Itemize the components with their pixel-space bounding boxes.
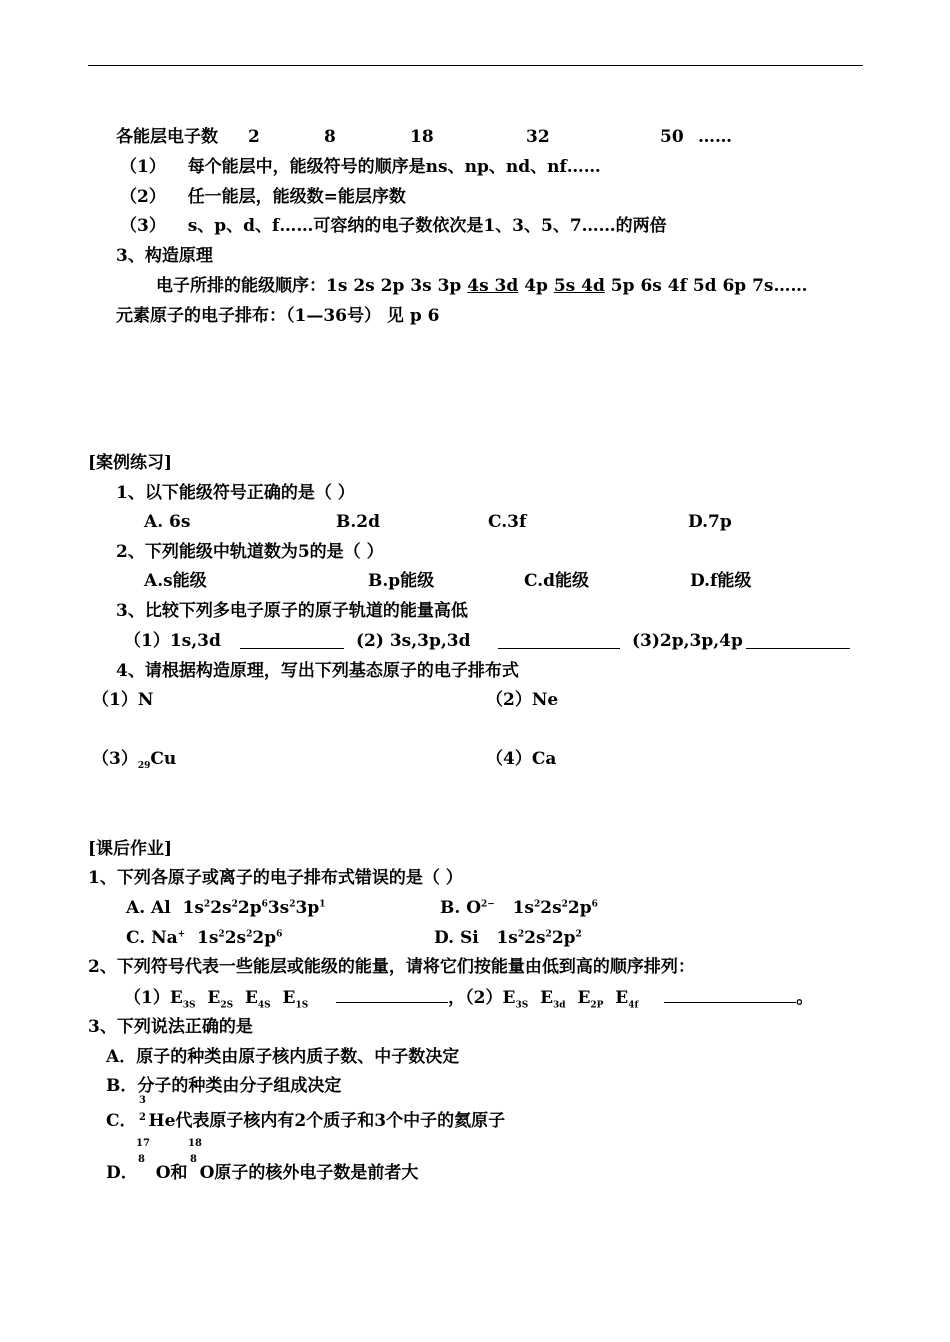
homework-q2-sep: ，（2） [448,988,503,1008]
o18-atomic-number: 8 [190,1154,197,1165]
practice-q4-part1: （1）N [92,690,154,710]
practice-q2-c: C.d能级 [524,571,590,591]
rule-item-3 [120,215,667,237]
homework-q3-d-text1: O和 [155,1163,188,1183]
shell-count-18: 18 [410,127,434,147]
practice-q1-b: B.2d [336,512,381,532]
homework-q3-d-prefix: D． [106,1163,138,1183]
practice-q4-part3-num: （3） [92,749,138,769]
shell-count-32: 32 [526,127,550,147]
practice-q1: 1、以下能级符号正确的是（ ） [116,483,355,503]
homework-q3: 3、下列说法正确的是 [88,1017,253,1037]
homework-q3-d-text2: O原子的核外电子数是前者大 [199,1163,419,1183]
shell-count-8: 8 [324,127,336,147]
rule-item-2-text: 任一能层，能级数=能层序数 [187,187,406,207]
practice-q4-part4: （4）Ca [486,749,557,769]
rule-item-2-num: （2） [120,187,166,207]
rule-item-1-num: （1） [120,157,166,177]
order-underlined-2: 5s 4d [553,276,605,296]
practice-q4: 4、请根据构造原理，写出下列基态原子的电子排布式 [116,661,519,681]
homework-q2: 2、下列符号代表一些能层或能级的能量，请将它们按能量由低到高的顺序排列： [88,957,695,977]
homework-q3-c-prefix: C． [106,1111,137,1131]
shell-count-50: 50 [660,127,684,147]
energy-term: 3S [182,1000,196,1011]
homework-q1-a: A. Al $1s^22s^22p^63s^23p^1$ [126,898,326,918]
order-end: 5p 6s 4f 5d 6p 7s…… [604,276,808,296]
shell-count-label: 各能层电子数 [116,127,218,147]
header-rule [88,65,863,66]
he-atomic-number: 2 [139,1112,146,1123]
homework-q3-d [106,1162,418,1184]
order-underlined-1: 4s 3d [467,276,519,296]
answer-blank-q3-1[interactable] [240,632,344,649]
rule-item-3-num: （3） [120,216,166,236]
homework-q3-a: A．原子的种类由原子核内质子数、中子数决定 [106,1047,460,1067]
case-practice-heading: [案例练习] [88,453,173,473]
answer-blank-q2-2[interactable] [664,986,796,1003]
o18-mass-number: 18 [188,1138,202,1149]
practice-q4-part2: （2）Ne [486,690,559,710]
homework-heading: [课后作业] [88,839,173,859]
practice-q1-d: D.7p [688,512,732,532]
homework-q1: 1、下列各原子或离子的电子排布式错误的是（ ） [88,868,463,888]
aufbau-title: 3、构造原理 [116,246,213,266]
homework-q1-d: D. Si $1s^22s^22p^2$ [434,928,582,948]
practice-q1-c: C.3f [488,512,527,532]
energy-term: 3d [553,1000,566,1011]
practice-q2: 2、下列能级中轨道数为5的是（ ） [116,542,384,562]
answer-blank-q3-2[interactable] [498,632,620,649]
practice-q2-d: D.f能级 [690,571,752,591]
answer-blank-q2-1[interactable] [336,986,448,1003]
practice-q1-a: A. 6s [144,512,191,532]
aufbau-order [156,275,808,297]
shell-count-2: 2 [248,127,260,147]
rule-item-1 [120,156,601,178]
rule-item-3-text: s、p、d、f……可容纳的电子数依次是1、3、5、7……的两倍 [187,216,667,236]
shell-count-line [116,126,218,148]
homework-q2-end: 。 [796,988,814,1008]
order-mid: 4p [518,276,554,296]
homework-q3-b: B．分子的种类由分子组成决定 [106,1076,342,1096]
practice-q4-part3 [92,748,176,777]
homework-q3-c-text: He代表原子核内有2个质子和3个中子的氦原子 [148,1111,506,1131]
homework-q1-b: B. $O^{2-}$ $1s^22s^22p^6$ [440,898,598,918]
practice-q3: 3、比较下列多电子原子的原子轨道的能量高低 [116,601,468,621]
energy-term: 4S [257,1000,271,1011]
energy-term: 1S [295,1000,309,1011]
homework-q2-answer-line: $(1)E_{3S}$ $E_{2S}$ $E_{4S}$ $E_{1S}$ ，$(2)E_{3S}$ $E_{3d}$ $E_{2P}$ $E_{4f}$ 。 [124,988,814,1011]
energy-term: 3S [515,1000,529,1011]
practice-q2-b: B.p能级 [368,571,435,591]
o17-atomic-number: 8 [138,1154,145,1165]
energy-term: 2P [590,1000,604,1011]
practice-q3-part3: (3)2p,3p,4p [632,631,743,651]
practice-q3-part1: （1）1s,3d [124,631,221,651]
config-line: 元素原子的电子排布：（1—36号） 见 p 6 [116,306,440,326]
cu-atomic-number: 29 [137,761,151,771]
homework-q1-c: C. Na+ $1s^22s^22p^6$ [126,928,283,948]
o17-mass-number: 17 [136,1138,150,1149]
homework-q3-c [106,1110,505,1132]
he-mass-number: 3 [139,1095,146,1106]
energy-term: 2S [220,1000,234,1011]
shell-count-ellipsis: …… [698,127,732,147]
energy-term: 4f [628,1000,639,1011]
homework-q2-part1-label: （1）E [124,988,183,1008]
rule-item-2 [120,186,406,208]
cu-symbol: Cu [150,749,177,769]
rule-item-1-text: 每个能层中，能级符号的顺序是ns、np、nd、nf…… [187,157,601,177]
answer-blank-q3-3[interactable] [746,632,850,649]
practice-q2-a: A.s能级 [144,571,207,591]
order-label: 电子所排的能级顺序：1s 2s 2p 3s 3p [156,276,468,296]
practice-q3-part2: (2) 3s,3p,3d [356,631,471,651]
